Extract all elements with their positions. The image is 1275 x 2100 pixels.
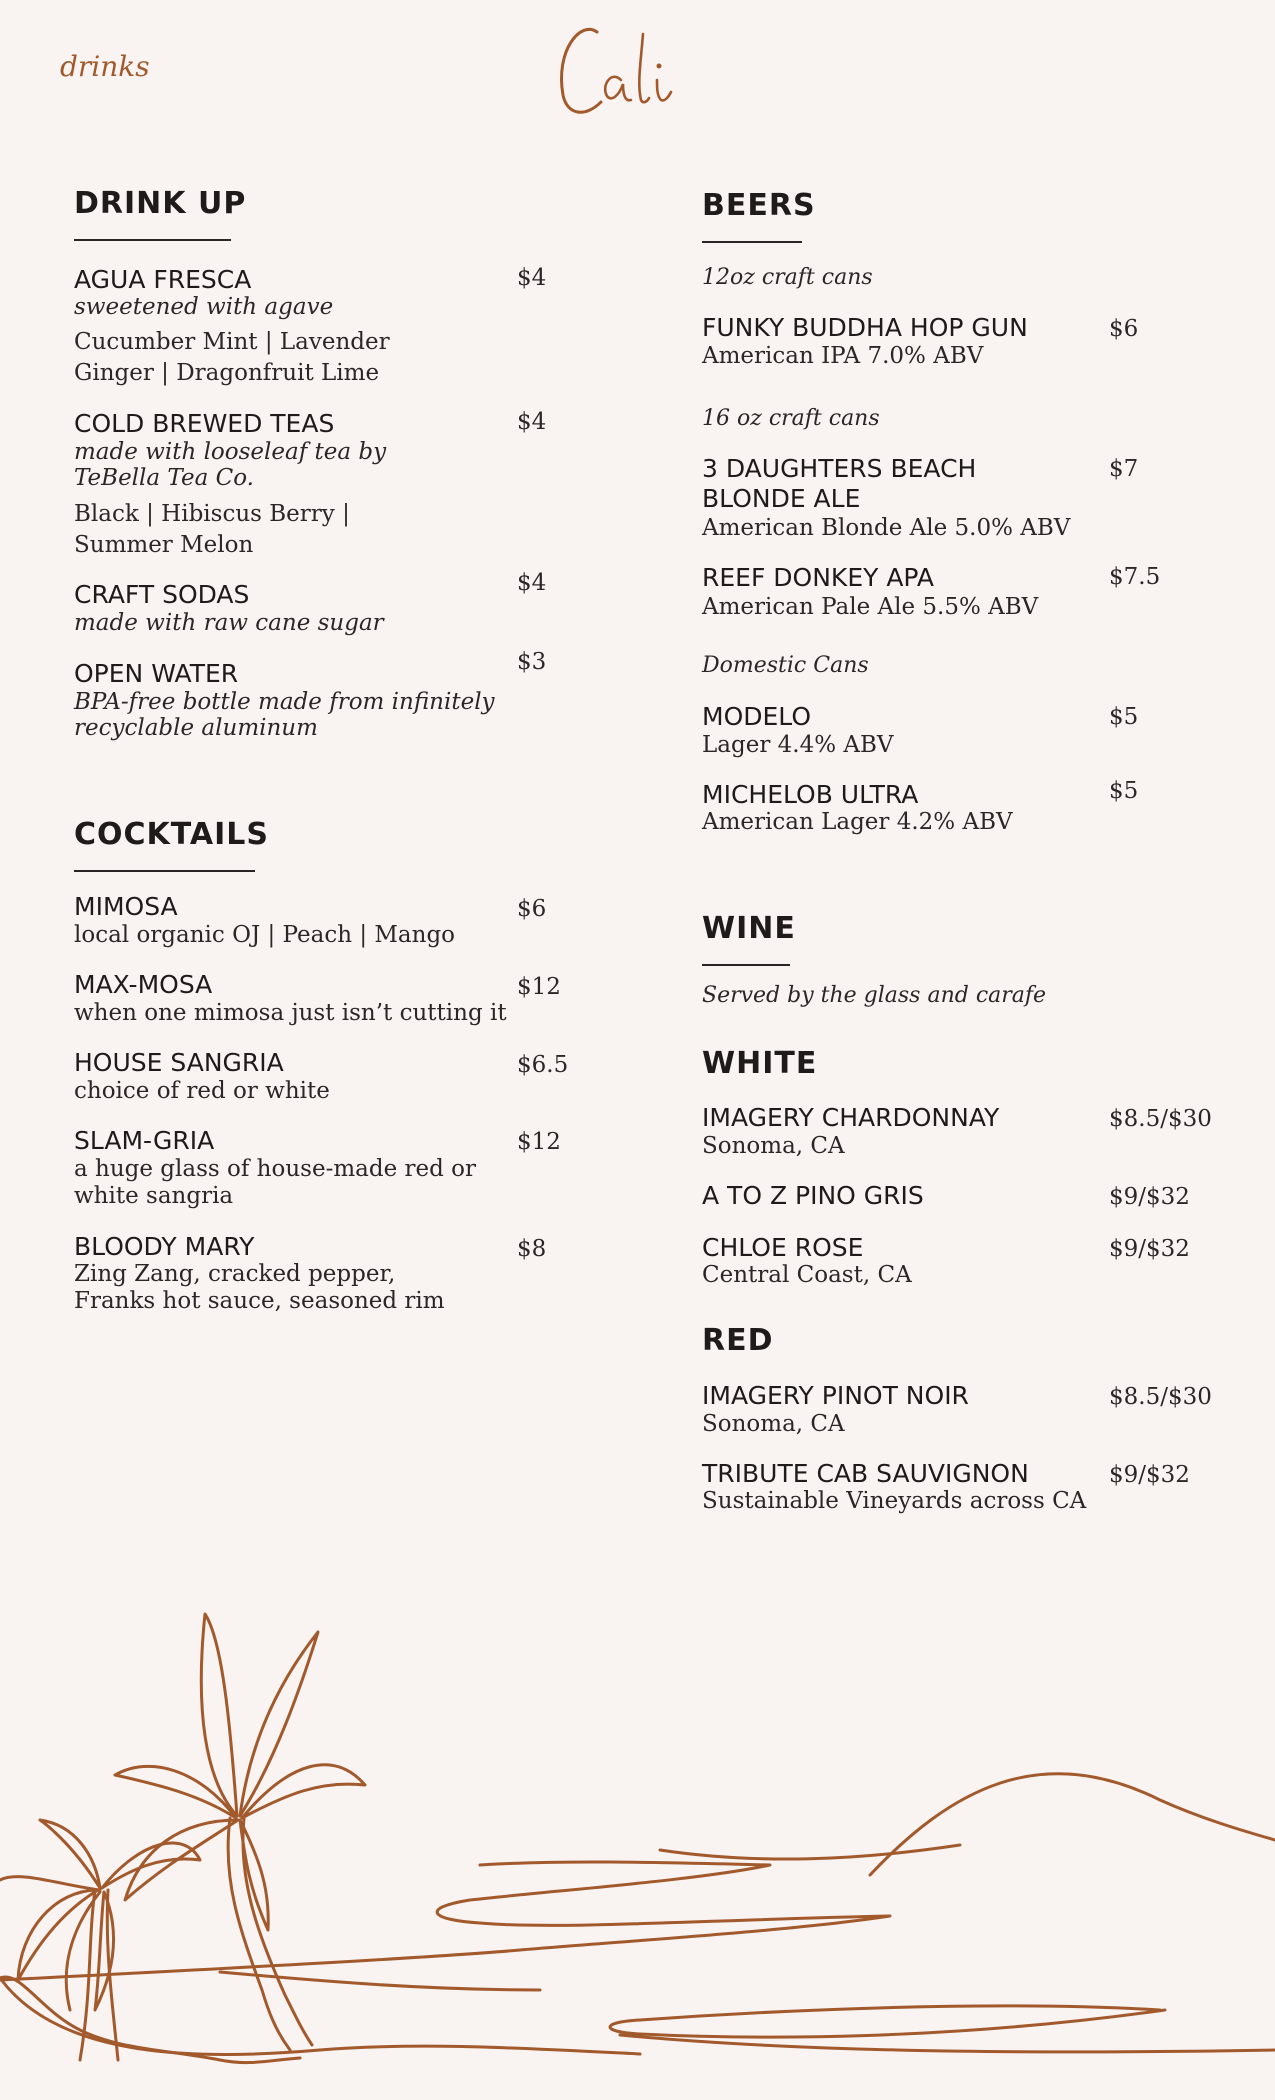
item-desc: American Blonde Ale 5.0% ABV xyxy=(702,515,1071,541)
item-price: $8.5/$30 xyxy=(1109,1384,1212,1410)
item-price: $5 xyxy=(1109,778,1139,804)
palm-frond xyxy=(0,1877,100,1890)
cocktails-divider xyxy=(74,870,255,872)
item-note: BPA-free bottle made from infinitely xyxy=(74,689,495,715)
palm-frond xyxy=(242,1765,365,1818)
wave-line xyxy=(610,2006,1165,2037)
flavor-line: Summer Melon xyxy=(74,532,254,558)
palm-frond xyxy=(102,1843,200,1888)
item-note: sweetened with agave xyxy=(74,294,334,320)
beers-title: BEERS xyxy=(702,188,816,223)
item-desc: Central Coast, CA xyxy=(702,1262,912,1288)
item-desc: American IPA 7.0% ABV xyxy=(702,343,984,369)
beer-group-label: 12oz craft cans xyxy=(702,265,873,290)
item-desc: American Pale Ale 5.5% ABV xyxy=(702,594,1039,620)
item-price: $9/$32 xyxy=(1109,1236,1190,1262)
item-price: $4 xyxy=(517,570,547,596)
item-price: $8 xyxy=(517,1236,547,1262)
item-name: IMAGERY CHARDONNAY xyxy=(702,1103,1000,1132)
item-name: 3 DAUGHTERS BEACH xyxy=(702,454,977,483)
red-wine-heading: RED xyxy=(702,1323,774,1358)
item-name: MAX-MOSA xyxy=(74,970,213,999)
beer-group-label: Domestic Cans xyxy=(702,653,869,678)
beer-group-label: 16 oz craft cans xyxy=(702,406,880,431)
item-name: CRAFT SODAS xyxy=(74,580,250,609)
flavor-line: Ginger | Dragonfruit Lime xyxy=(74,360,380,386)
item-name: COLD BREWED TEAS xyxy=(74,409,335,438)
wave-line xyxy=(870,1774,1275,1875)
item-price: $5 xyxy=(1109,704,1139,730)
item-name: OPEN WATER xyxy=(74,659,239,688)
palm-frond xyxy=(18,1890,98,1980)
item-note: made with raw cane sugar xyxy=(74,610,384,636)
item-desc: American Lager 4.2% ABV xyxy=(702,809,1013,835)
palm-frond xyxy=(240,1632,318,1816)
item-price: $4 xyxy=(517,409,547,435)
palm-frond xyxy=(201,1614,237,1816)
item-desc: white sangria xyxy=(74,1183,234,1209)
item-desc: Lager 4.4% ABV xyxy=(702,732,894,758)
wave-line xyxy=(660,1845,960,1859)
item-desc: when one mimosa just isn’t cutting it xyxy=(74,1000,507,1026)
item-price: $9/$32 xyxy=(1109,1184,1190,1210)
item-price: $12 xyxy=(517,974,561,1000)
item-desc: Franks hot sauce, seasoned rim xyxy=(74,1288,445,1314)
item-note: recyclable aluminum xyxy=(74,715,318,741)
item-desc: Sonoma, CA xyxy=(702,1133,845,1159)
item-desc: a huge glass of house-made red or xyxy=(74,1156,476,1182)
item-note: TeBella Tea Co. xyxy=(74,465,254,491)
wine-divider xyxy=(702,964,790,966)
item-desc: local organic OJ | Peach | Mango xyxy=(74,922,456,948)
wave-line xyxy=(220,1972,540,1990)
item-name: BLOODY MARY xyxy=(74,1232,255,1261)
item-name: CHLOE ROSE xyxy=(702,1233,864,1262)
item-price: $9/$32 xyxy=(1109,1462,1190,1488)
item-price: $7.5 xyxy=(1109,564,1161,590)
cocktails-title: COCKTAILS xyxy=(74,817,270,852)
item-price: $4 xyxy=(517,265,547,291)
palm-frond xyxy=(40,1820,100,1888)
wine-title: WINE xyxy=(702,911,796,946)
drink-up-title: DRINK UP xyxy=(74,186,247,221)
item-name: SLAM-GRIA xyxy=(74,1126,215,1155)
item-price: $6 xyxy=(517,896,547,922)
item-price: $6 xyxy=(1109,316,1139,342)
beers-divider xyxy=(702,241,802,243)
item-price: $7 xyxy=(1109,456,1139,482)
item-desc: Sonoma, CA xyxy=(702,1411,845,1437)
menu-type-label: drinks xyxy=(60,50,150,83)
item-name: MICHELOB ULTRA xyxy=(702,780,919,809)
item-name: BLONDE ALE xyxy=(702,484,861,513)
item-price: $3 xyxy=(517,649,547,675)
palm-trunk xyxy=(228,1818,312,2050)
item-name: HOUSE SANGRIA xyxy=(74,1048,284,1077)
item-desc: choice of red or white xyxy=(74,1078,330,1104)
cali-logo xyxy=(545,10,685,130)
white-wine-heading: WHITE xyxy=(702,1046,818,1081)
item-price: $6.5 xyxy=(517,1052,569,1078)
palm-frond xyxy=(115,1766,236,1818)
item-name: MIMOSA xyxy=(74,892,178,921)
palm-beach-illustration xyxy=(0,1590,1275,2100)
drink-up-divider xyxy=(74,239,231,241)
flavor-line: Black | Hibiscus Berry | xyxy=(74,501,350,527)
item-name: IMAGERY PINOT NOIR xyxy=(702,1381,969,1410)
item-note: made with looseleaf tea by xyxy=(74,439,387,465)
item-name: MODELO xyxy=(702,702,812,731)
item-name: FUNKY BUDDHA HOP GUN xyxy=(702,313,1028,342)
item-name: A TO Z PINO GRIS xyxy=(702,1181,924,1210)
item-name: TRIBUTE CAB SAUVIGNON xyxy=(702,1459,1029,1488)
item-price: $12 xyxy=(517,1129,561,1155)
item-desc: Sustainable Vineyards across CA xyxy=(702,1488,1087,1514)
item-desc: Zing Zang, cracked pepper, xyxy=(74,1261,396,1287)
item-price: $8.5/$30 xyxy=(1109,1106,1212,1132)
item-name: AGUA FRESCA xyxy=(74,265,252,294)
flavor-line: Cucumber Mint | Lavender xyxy=(74,329,390,355)
wine-serving-note: Served by the glass and carafe xyxy=(702,983,1047,1008)
item-name: REEF DONKEY APA xyxy=(702,563,935,592)
